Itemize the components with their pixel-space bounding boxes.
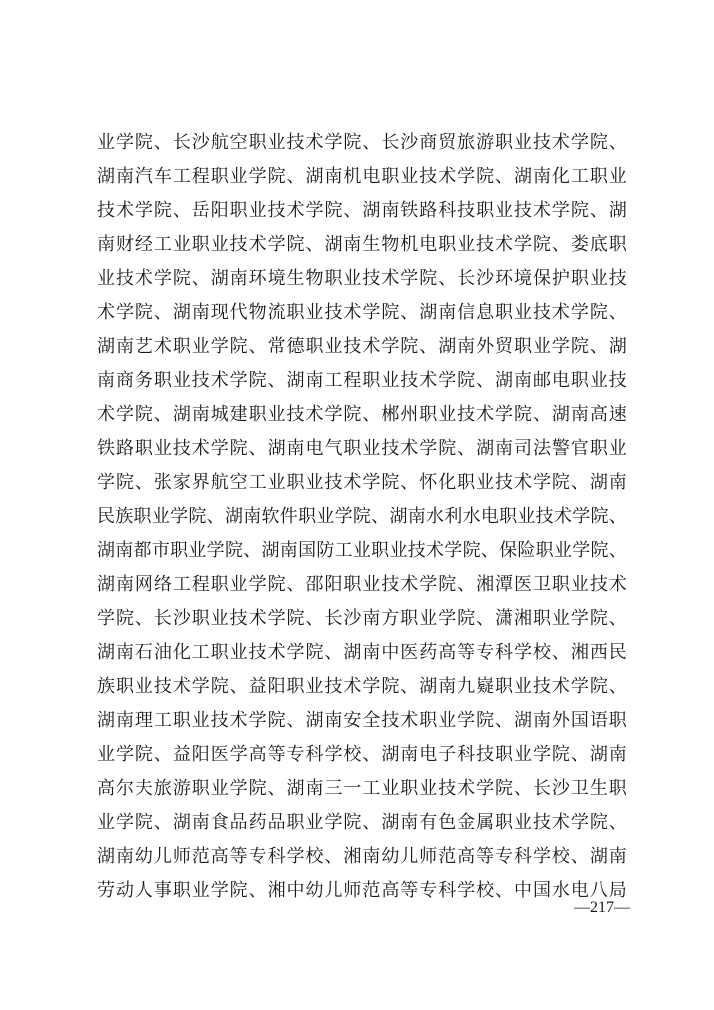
text-line: 湖南网络工程职业学院、邵阳职业技术学院、湘潭医卫职业技术 [97,574,627,595]
text-line: 业技术学院、湖南环境生物职业技术学院、长沙环境保护职业技 [97,268,627,289]
text-line: 学院、长沙职业技术学院、长沙南方职业学院、潇湘职业学院、 [97,608,627,629]
text-line: 湖南石油化工职业技术学院、湖南中医药高等专科学校、湘西民 [97,642,627,663]
text-line: 术学院、湖南城建职业技术学院、郴州职业技术学院、湖南高速 [97,404,627,425]
text-line: 湖南汽车工程职业学院、湖南机电职业技术学院、湖南化工职业 [97,166,627,187]
text-line: 术学院、湖南现代物流职业技术学院、湖南信息职业技术学院、 [97,302,627,323]
text-line: 南财经工业职业技术学院、湖南生物机电职业技术学院、娄底职 [97,234,627,255]
text-line: 湖南艺术职业学院、常德职业技术学院、湖南外贸职业学院、湖 [97,336,627,357]
text-line: 湖南都市职业学院、湖南国防工业职业技术学院、保险职业学院、 [97,540,627,561]
text-line: 业学院、湖南食品药品职业学院、湖南有色金属职业技术学院、 [97,812,627,833]
text-line: 业学院、益阳医学高等专科学校、湖南电子科技职业学院、湖南 [97,744,627,765]
text-line: 铁路职业技术学院、湖南电气职业技术学院、湖南司法警官职业 [97,438,627,459]
text-line: 族职业技术学院、益阳职业技术学院、湖南九嶷职业技术学院、 [97,676,627,697]
text-line: 业学院、长沙航空职业技术学院、长沙商贸旅游职业技术学院、 [97,132,627,153]
text-line: 劳动人事职业学院、湘中幼儿师范高等专科学校、中国水电八局 [97,880,627,901]
text-line: 高尔夫旅游职业学院、湖南三一工业职业技术学院、长沙卫生职 [97,778,627,799]
body-text [97,126,627,908]
text-line: 湖南理工职业技术学院、湖南安全技术职业学院、湖南外国语职 [97,710,627,731]
text-line: 民族职业学院、湖南软件职业学院、湖南水利水电职业技术学院、 [97,506,627,527]
text-line: 湖南幼儿师范高等专科学校、湘南幼儿师范高等专科学校、湖南 [97,846,627,867]
text-line: 技术学院、岳阳职业技术学院、湖南铁路科技职业技术学院、湖 [97,200,627,221]
text-line: 南商务职业技术学院、湖南工程职业技术学院、湖南邮电职业技 [97,370,627,391]
page-number: —217— [574,899,630,916]
text-line: 学院、张家界航空工业职业技术学院、怀化职业技术学院、湖南 [97,472,627,493]
